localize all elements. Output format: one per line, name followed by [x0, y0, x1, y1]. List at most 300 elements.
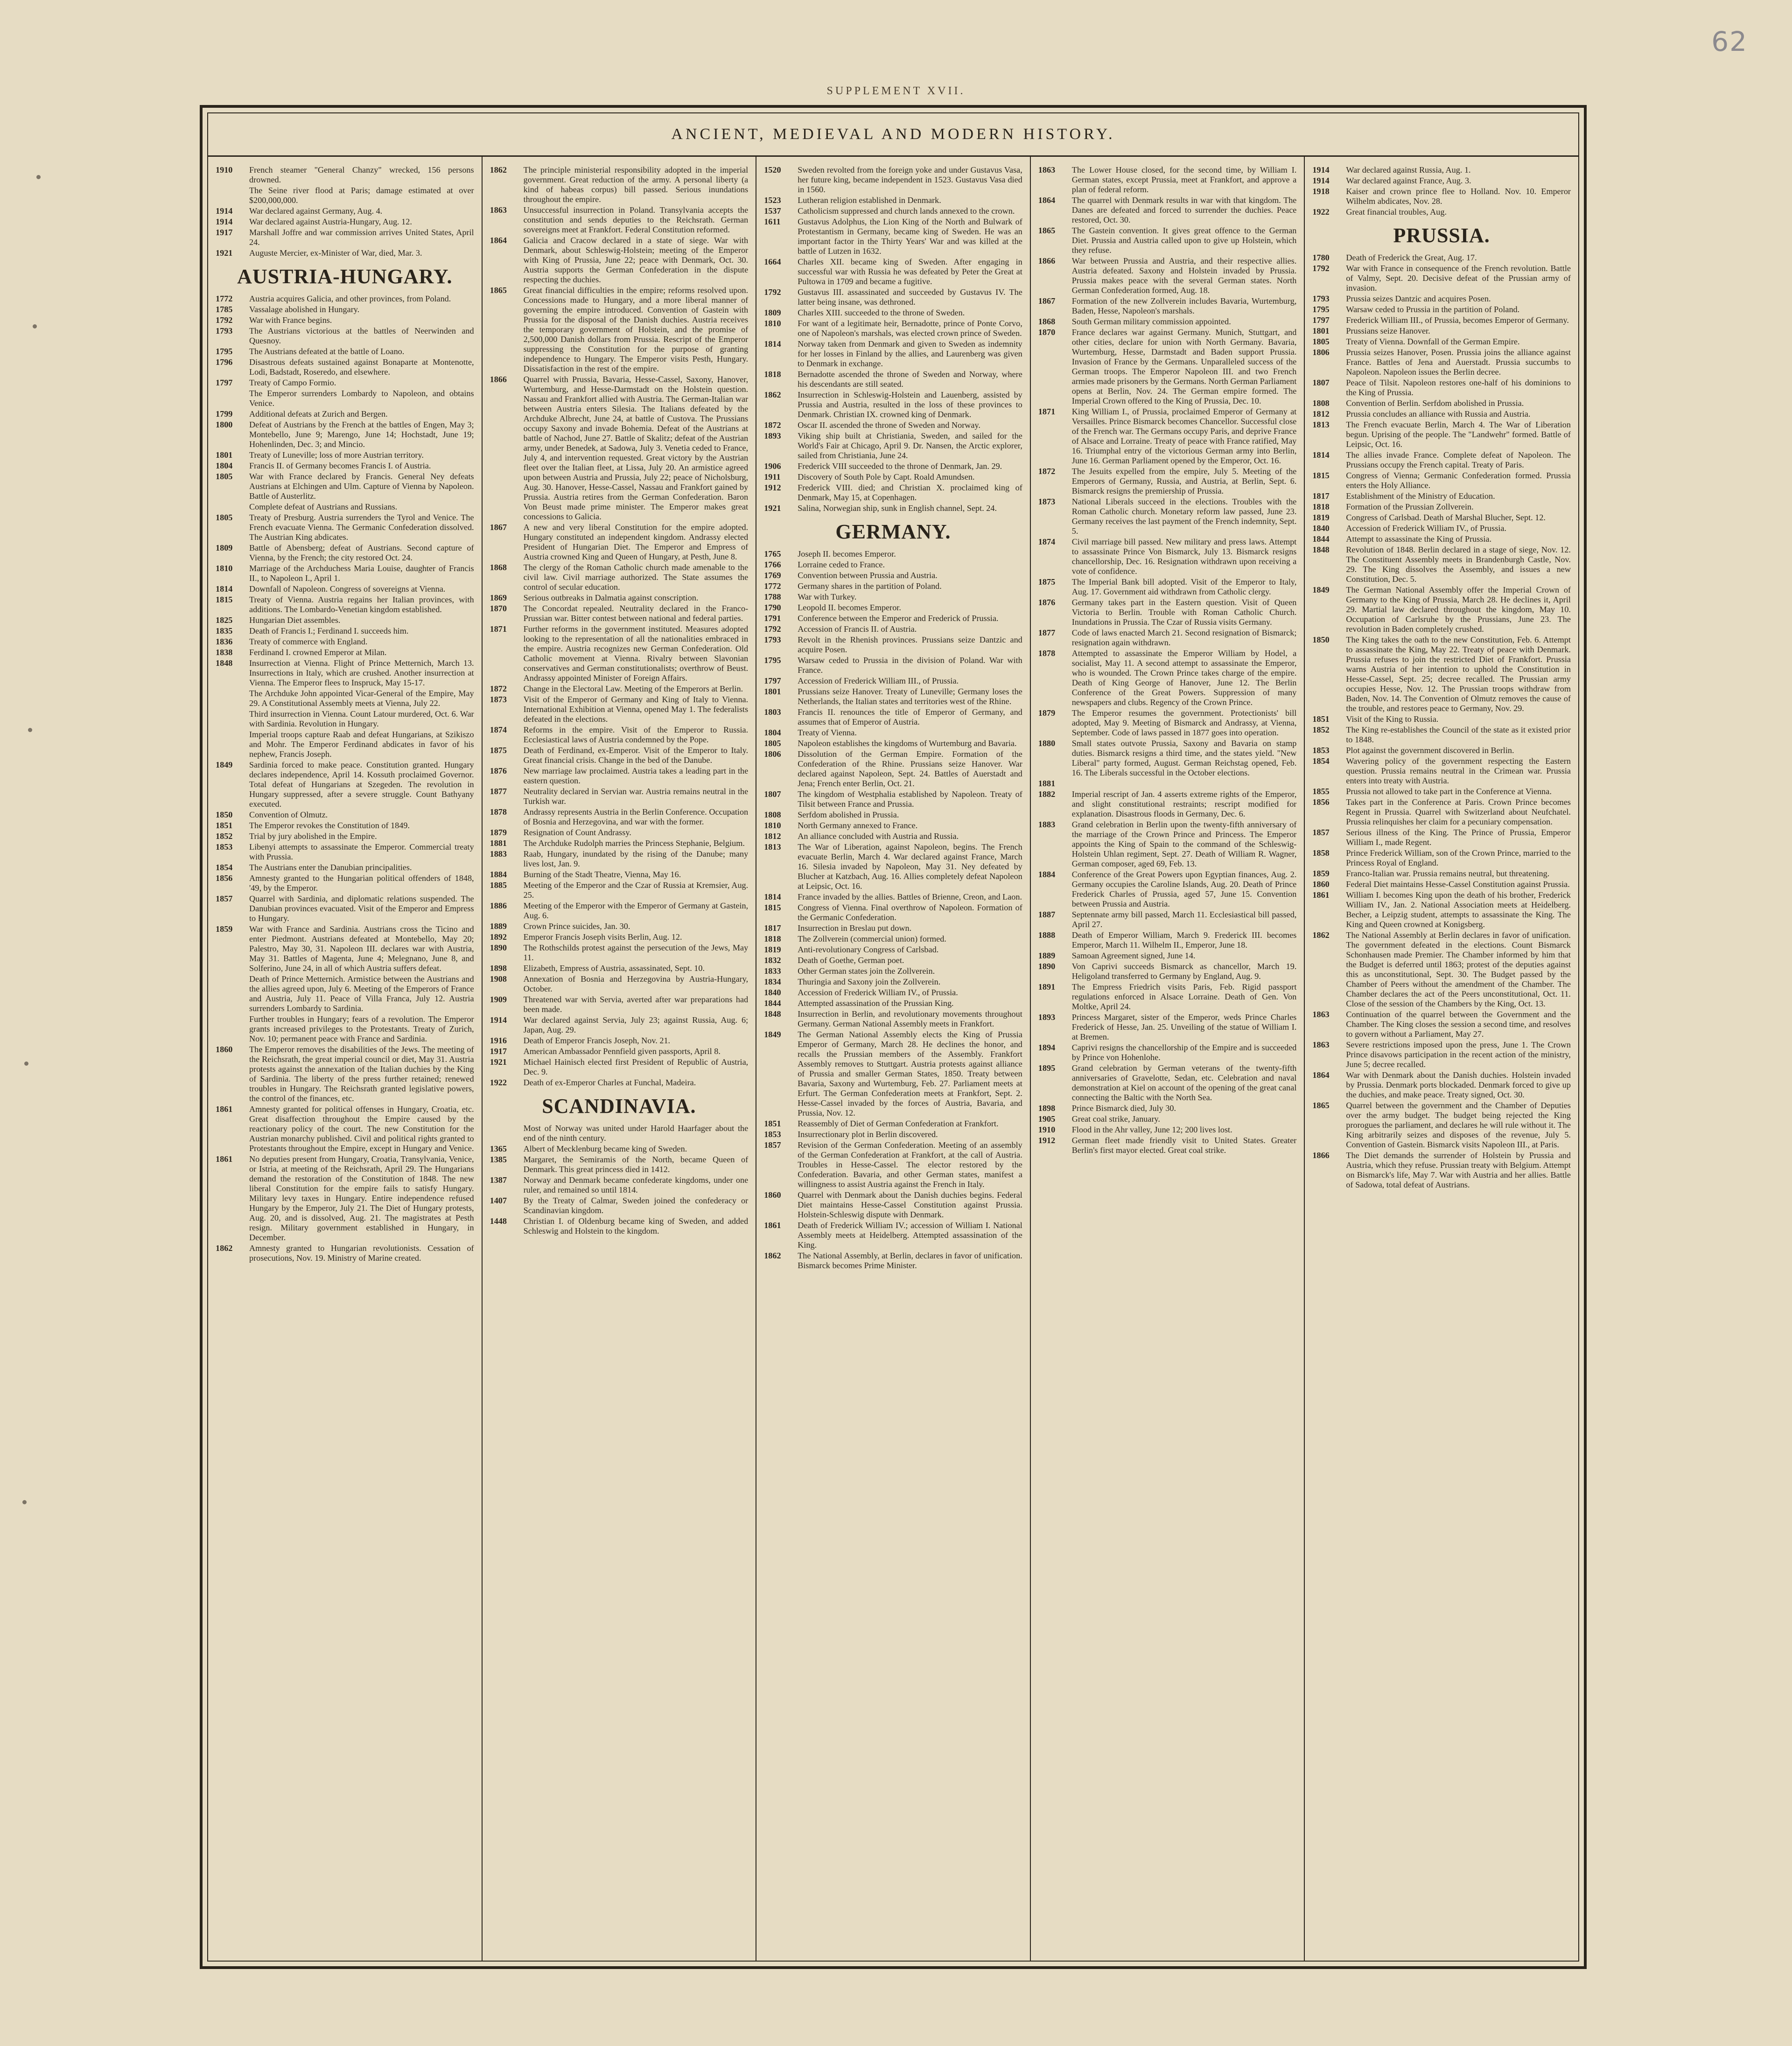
history-entry: [1312, 545, 1571, 584]
entry-text: Disastrous defeats sustained against Bonaparte at Montenotte, Lodi, Badstadt, Roseredo, and elsewhere.: [249, 357, 474, 377]
history-entry: [1312, 491, 1571, 501]
entry-text: The Austrians enter the Danubian principalities.: [249, 863, 412, 872]
entry-year: 1873: [1038, 497, 1056, 506]
entry-year: 1793: [216, 326, 233, 335]
history-entry: [764, 257, 1022, 286]
entry-text: The French evacuate Berlin, March 4. The War of Liberation begun. Uprising of the people. The "Landwehr" formed. Battle of Leipsic, Oct. 16.: [1346, 420, 1571, 449]
history-entry: [764, 1030, 1022, 1118]
entry-text: Meeting of the Emperor and the Czar of Russia at Kremsier, Aug. 25.: [523, 880, 749, 900]
entry-text: Princess Margaret, sister of the Emperor, weds Prince Charles Frederick of Hesse, Jan. 25. Unveiling of the statue of William I. at Bremen.: [1071, 1013, 1297, 1041]
history-entry: [490, 1155, 749, 1174]
entry-text: William I. becomes King upon the death of his brother, Frederick William IV., Jan. 2. National Association meets at Heidelberg. Becher, a Leipzig student, attempts to assassinate the King. The King and Queen crowned at Konigsberg.: [1346, 890, 1571, 929]
history-entry: [216, 543, 474, 563]
history-entry: [1312, 398, 1571, 408]
entry-text: Attempted to assassinate the Emperor William by Hodel, a socialist, May 11. A second attempt to assassinate the Emperor, who is wounded. The Crown Prince takes charge of the empire. Death of King George of Hanover, June 12. The Berlin Conference of the Great Powers. Suppression of many newspapers and clubs. Regency of the Crown Prince.: [1071, 649, 1297, 707]
entry-text: Franco-Italian war. Prussia remains neutral, but threatening.: [1346, 869, 1550, 878]
entry-year: 1848: [216, 658, 233, 668]
entry-text: Francis II. renounces the title of Emperor of Germany, and assumes that of Emperor of Austria.: [798, 707, 1022, 726]
history-entry: [1312, 746, 1571, 755]
entry-text: The Concordat repealed. Neutrality declared in the Franco-Prussian war. Bitter contest between national and federal parties.: [523, 604, 749, 623]
entry-year: 1814: [764, 339, 781, 349]
history-entry: [1038, 296, 1297, 316]
entry-year: 1854: [216, 863, 233, 872]
entry-text: Warsaw ceded to Prussia in the partition of Poland.: [1346, 305, 1520, 314]
history-entry: [216, 1045, 474, 1103]
history-entry: [216, 305, 474, 314]
history-entry: [490, 787, 749, 806]
entry-year: 1809: [216, 543, 233, 552]
entry-year: 1917: [216, 228, 233, 237]
entry-text: Formation of the Prussian Zollverein.: [1346, 502, 1474, 511]
entry-year: 1812: [764, 831, 781, 841]
history-entry: [764, 789, 1022, 809]
entry-text: Bernadotte ascended the throne of Sweden and Norway, where his descendants are still seated.: [798, 370, 1022, 389]
entry-year: 1891: [1038, 982, 1056, 992]
entry-text: Anti-revolutionary Congress of Carlsbad.: [798, 945, 939, 954]
history-entry: [490, 1124, 749, 1143]
entry-text: Takes part in the Conference at Paris. Crown Prince becomes Regent in Prussia. Quarrel with Switzerland about Neufchatel. Prussia relinquishes her claim for a pecuniary compensation.: [1346, 797, 1571, 826]
history-entry: [764, 390, 1022, 419]
history-entry: [764, 656, 1022, 675]
history-entry: [764, 676, 1022, 686]
entry-year: 1914: [1312, 165, 1330, 175]
entry-year: 1833: [764, 966, 781, 976]
history-entry: [764, 707, 1022, 727]
entry-year: 1857: [764, 1140, 781, 1150]
entry-year: 1893: [1038, 1013, 1056, 1022]
entry-year: 1448: [490, 1216, 507, 1226]
history-entry: [1038, 1013, 1297, 1042]
entry-text: War with Turkey.: [798, 592, 857, 601]
entry-year: 1917: [490, 1047, 507, 1056]
entry-text: Revolution of 1848. Berlin declared in a stage of siege, Nov. 12. The Constituent Assembly meets in Brandenburgh Castle, Nov. 29. The King dissolves the Assembly, and issues a new Constitution, Dec. 5.: [1346, 545, 1571, 584]
entry-text: Peace of Tilsit. Napoleon restores one-half of his dominions to the King of Prussia.: [1346, 378, 1571, 397]
entry-year: 1867: [1038, 296, 1056, 306]
entry-text: Death of Emperor William, March 9. Frederick III. becomes Emperor, March 11. Wilhelm II., Emperor, June 18.: [1071, 930, 1297, 950]
history-entry: [490, 974, 749, 994]
entry-text: Leopold II. becomes Emperor.: [798, 603, 901, 612]
entry-text: Prussia concludes an alliance with Russia and Austria.: [1346, 409, 1531, 419]
entry-year: 1818: [1312, 502, 1330, 511]
history-entry: [764, 999, 1022, 1008]
entry-year: 1848: [764, 1009, 781, 1019]
history-entry: [1038, 226, 1297, 255]
entry-year: [216, 709, 249, 729]
entry-year: 1922: [1312, 207, 1330, 216]
entry-year: 1872: [1038, 467, 1056, 476]
entry-year: 1797: [216, 378, 233, 387]
history-entry: [1312, 787, 1571, 796]
entry-text: Septennate army bill passed, March 11. Ecclesiastical bill passed, April 27.: [1071, 910, 1297, 929]
history-entry: [1038, 407, 1297, 466]
history-entry: [490, 964, 749, 973]
entry-text: Crown Prince suicides, Jan. 30.: [523, 922, 630, 931]
entry-text: Joseph II. becomes Emperor.: [798, 549, 896, 559]
entry-text: Treaty of Vienna.: [798, 728, 857, 737]
history-entry: [490, 746, 749, 765]
entry-year: 1849: [764, 1030, 781, 1039]
section-heading: GERMANY.: [835, 520, 951, 543]
history-entry: [216, 217, 474, 227]
history-entry: [764, 945, 1022, 955]
entry-text: Kaiser and crown prince flee to Holland. Nov. 10. Emperor Wilhelm abdicates, Nov. 28.: [1346, 187, 1571, 206]
entry-year: 1905: [1038, 1114, 1056, 1124]
entry-text: Insurrection at Vienna. Flight of Prince Metternich, March 13. Insurrections in Italy, which are crushed. Another insurrection at Vienna. The Emperor flees to Inspruck, May 15-17.: [249, 658, 474, 687]
entry-year: 1912: [1038, 1136, 1056, 1145]
history-entry: [490, 995, 749, 1014]
entry-year: 1886: [490, 901, 507, 910]
history-entry: [1038, 467, 1297, 496]
entry-year: 1882: [1038, 789, 1056, 799]
entry-text: The Jesuits expelled from the empire, July 5. Meeting of the Emperors of Germany, Russia, and Austria, at Berlin, Sept. 6. Bismarck resigns the premiership of Prussia.: [1071, 467, 1297, 496]
entry-text: Reforms in the empire. Visit of the Emperor to Russia. Ecclesiastical laws of Austria condemned by the Pope.: [523, 725, 749, 744]
entry-year: 1805: [216, 513, 233, 522]
entry-year: 1805: [764, 739, 781, 748]
entry-text: Prince Frederick William, son of the Crown Prince, married to the Princess Royal of England.: [1346, 848, 1571, 867]
entry-year: 1874: [490, 725, 507, 734]
entry-text: Amnesty granted to the Hungarian political offenders of 1848, '49, by the Emperor.: [249, 873, 474, 893]
history-entry: [490, 1015, 749, 1035]
entry-year: 1834: [764, 977, 781, 986]
history-entry: [490, 1144, 749, 1154]
entry-year: 1879: [1038, 708, 1056, 718]
entry-year: 1883: [1038, 820, 1056, 829]
entry-text: Treaty of Campo Formio.: [249, 378, 336, 387]
entry-text: Revision of the German Confederation. Meeting of an assembly of the German Confederation at Frankfort, at the call of Austria. Troubles in Hesse-Cassel. The elector restored by the Confederation. Bavaria, and other German states, manifest a willingness to assist Austria against the French in Italy.: [798, 1140, 1022, 1189]
section-heading: PRUSSIA.: [1393, 224, 1490, 247]
entry-text: The Emperor resumes the government. Protectionists' bill adopted, May 9. Meeting of Bismarck and Andrassy, at Vienna, September. Code of laws passed in 1877 goes into operation.: [1071, 708, 1297, 737]
entry-year: 1914: [216, 206, 233, 216]
entry-text: War between Prussia and Austria, and their respective allies. Austria defeated. Saxony and Holstein invaded by Prussia. Prussia makes peace with the several German states. North German Confederation formed, Aug. 18.: [1071, 256, 1297, 295]
entry-year: 1848: [1312, 545, 1330, 554]
entry-year: 1898: [1038, 1103, 1056, 1113]
history-entry: [1312, 513, 1571, 523]
entry-text: North Germany annexed to France.: [798, 821, 918, 830]
history-entry: [764, 1130, 1022, 1139]
history-entry: [764, 923, 1022, 933]
entry-year: 1921: [216, 248, 233, 258]
history-entry: [216, 347, 474, 356]
entry-text: Austria acquires Galicia, and other provinces, from Poland.: [249, 294, 451, 303]
entry-year: 1880: [1038, 739, 1056, 748]
history-entry: [216, 513, 474, 542]
entry-text: Prince Bismarck died, July 30.: [1071, 1103, 1176, 1113]
history-entry: [490, 943, 749, 963]
entry-year: 1888: [1038, 930, 1056, 940]
entry-text: The War of Liberation, against Napoleon, begins. The French evacuate Berlin, March 4. War declared against France, March 16. Silesia invaded by Napoleon, May 31. Ney defeated by Blucher at Katzbach, Aug. 16. Allies completely defeat Napoleon at Leipsic, Oct. 16.: [798, 842, 1022, 891]
entry-year: 1887: [1038, 910, 1056, 919]
entry-text: Salina, Norwegian ship, sunk in English channel, Sept. 24.: [798, 503, 997, 513]
entry-year: 1865: [1038, 226, 1056, 235]
entry-year: 1804: [216, 461, 233, 470]
entry-year: 1863: [490, 205, 507, 215]
entry-text: Emperor Francis Joseph visits Berlin, Aug. 12.: [523, 932, 682, 942]
history-entry: [1312, 165, 1571, 175]
entry-year: 1772: [216, 294, 233, 303]
entry-year: [216, 974, 249, 1013]
history-entry: [490, 624, 749, 683]
history-entry: [764, 821, 1022, 831]
entry-year: 1865: [490, 286, 507, 295]
history-entry: [764, 1009, 1022, 1029]
entry-year: 1810: [764, 319, 781, 328]
entry-year: 1851: [216, 821, 233, 830]
entry-text: Civil marriage bill passed. New military and press laws. Attempt to assassinate Prince Von Bismarck, July 13. Bismarck resigns chancellorship, Dec. 16. Resignation withdrawn upon receiving a vote of confidence.: [1071, 537, 1297, 576]
page-title: ANCIENT, MEDIEVAL AND MODERN HISTORY.: [671, 126, 1115, 143]
entry-year: 1885: [490, 880, 507, 890]
history-entry: [216, 206, 474, 216]
entry-text: Andrassy represents Austria in the Berlin Conference. Occupation of Bosnia and Herzegovina, and war with the former.: [523, 807, 749, 826]
entry-year: 1791: [764, 614, 781, 623]
history-entry: [1038, 1043, 1297, 1062]
entry-year: 1835: [216, 626, 233, 635]
entry-text: Congress of Carlsbad. Death of Marshal Blucher, Sept. 12.: [1346, 513, 1546, 522]
history-entry: [1312, 471, 1571, 490]
history-entry: [216, 389, 474, 408]
entry-year: 1878: [490, 807, 507, 817]
history-entry: [1312, 502, 1571, 512]
entry-text: Quarrel with Prussia, Bavaria, Hesse-Cassel, Saxony, Hanover, Wurtemburg, and Hesse-Darmstadt on the Holstein question. Nassau and Frankfort allied with Austria. The German-Italian war between Austria enters Silesia. The Italians defeated by the Archduke Albrecht, June 24, at battle of Custova. The Prussians occupy Saxony and invade Bohemia. Defeat of the Austrians at battle of Nachod, June 27. Battle of Skalitz; defeat of the Austrian army, under Benedek, at Sadowa, July 3. Venetia ceded to France, July 4, and intervention requested. Great victory by the Austrian fleet over the Italian fleet, at Lissa, July 20. An armistice agreed upon between Austria and Prussia, July 22; peace of Nicholsburg, Aug. 30. Hanover, Hesse-Cassel, Nassau and Frankfort gained by Prussia. Austria retires from the German Confederation. Baron Von Beust made prime minister. The Emperor makes great concessions to Galicia.: [523, 375, 749, 521]
entry-year: [216, 389, 249, 408]
entry-text: Death of Frederick William IV.; accession of William I. National Assembly meets at Heidelberg. Attempted assassination of the King.: [798, 1221, 1022, 1250]
entry-text: Viking ship built at Christiania, Sweden, and sailed for the World's Fair at Chicago, April 9. Dr. Nansen, the Arctic explorer, sailed from Christiania, June 24.: [798, 431, 1022, 460]
entry-text: Gustavus Adolphus, the Lion King of the North and Bulwark of Protestantism in Germany, became king of Sweden. He was an important factor in the Thirty Years' War and was killed at the battle of Lutzen in 1632.: [798, 217, 1022, 256]
history-entry: [1312, 1010, 1571, 1039]
history-entry: [1038, 537, 1297, 576]
entry-year: 1853: [1312, 746, 1330, 755]
entry-text: Complete defeat of Austrians and Russians.: [249, 502, 398, 511]
entry-text: Frederick VIII succeeded to the throne of Denmark, Jan. 29.: [798, 461, 1002, 471]
history-entry: [1312, 187, 1571, 206]
history-entry: [764, 431, 1022, 461]
history-entry: [1038, 497, 1297, 536]
entry-text: The Emperor surrenders Lombardy to Napoleon, and obtains Venice.: [249, 389, 474, 408]
entry-year: 1520: [764, 165, 781, 175]
entry-year: 1818: [764, 934, 781, 943]
entry-year: 1840: [764, 988, 781, 997]
entry-year: 1801: [216, 450, 233, 460]
history-entry: [490, 901, 749, 921]
history-entry: [1038, 1063, 1297, 1103]
history-entry: [216, 648, 474, 657]
entry-text: Treaty of Vienna. Downfall of the German Empire.: [1346, 337, 1520, 346]
entry-text: Visit of the Emperor of Germany and King of Italy to Vienna. International Exhibition at Vienna, opened May 1. The federalists defeated in the elections.: [523, 695, 749, 724]
entry-year: 1365: [490, 1144, 507, 1153]
history-entry: [216, 228, 474, 247]
entry-year: 1817: [1312, 491, 1330, 501]
history-entry: [764, 749, 1022, 789]
history-entry: [216, 584, 474, 594]
history-entry: [764, 988, 1022, 998]
entry-text: Libenyi attempts to assassinate the Emperor. Commercial treaty with Prussia.: [249, 842, 474, 861]
entry-year: 1772: [764, 581, 781, 591]
history-entry: [490, 523, 749, 562]
history-column: [1030, 157, 1304, 1961]
entry-year: 1853: [216, 842, 233, 852]
entry-text: Death of Ferdinand, ex-Emperor. Visit of the Emperor to Italy. Great financial crisis. Change in the bed of the Danube.: [523, 746, 749, 765]
history-entry: [764, 892, 1022, 902]
entry-year: 1780: [1312, 253, 1330, 262]
supplement-header: SUPPLEMENT XVII.: [826, 85, 966, 97]
entry-year: 1800: [216, 420, 233, 429]
history-entry: [1038, 870, 1297, 909]
entry-year: 1792: [1312, 264, 1330, 273]
entry-text: Change in the Electoral Law. Meeting of the Emperors at Berlin.: [523, 684, 743, 693]
history-entry: [1312, 890, 1571, 929]
entry-year: 1884: [1038, 870, 1056, 879]
entry-year: 1814: [764, 892, 781, 901]
entry-text: Conference between the Emperor and Frederick of Prussia.: [798, 614, 999, 623]
entry-text: The quarrel with Denmark results in war with that kingdom. The Danes are defeated and forced to surrender the duchies. Peace restored, Oct. 30.: [1071, 196, 1297, 224]
entry-text: Conference of the Great Powers upon Egyptian finances, Aug. 2. Germany occupies the Caroline Islands, Aug. 20. Death of Prince Frederick Charles of Prussia, aged 57, June 15. Convention between Prussia and Austria.: [1071, 870, 1297, 908]
entry-text: The Seine river flood at Paris; damage estimated at over $200,000,000.: [249, 186, 474, 205]
entry-text: The National Assembly at Berlin declares in favor of unification. The government defeated in the elections. Count Bismarck Schonhausen made Premier. The Chamber informed by him that the Budget is deferred until 1863; protest of the deputies against this as unconstitutional, Sept. 30. The Budget passed by the Chamber of Peers without the amendment of the Chamber. The Chamber declares the act of the Peers unconstitutional, Oct. 11. Close of the session of the Chambers by the King, Oct. 13.: [1346, 930, 1571, 1008]
entry-text: Meeting of the Emperor with the Emperor of Germany at Gastein, Aug. 6.: [523, 901, 749, 920]
entry-text: The German National Assembly offer the Imperial Crown of Germany to the King of Prussia, March 28. He declines it, April 29. Martial law declared throughout the kingdom, May 10. Occupation of Carlsruhe by the Prussians, June 23. The revolution in Baden completely crushed.: [1346, 585, 1571, 634]
entry-text: Elizabeth, Empress of Austria, assassinated, Sept. 10.: [523, 964, 705, 973]
entry-text: Visit of the King to Russia.: [1346, 714, 1439, 724]
history-entry: [216, 760, 474, 809]
entry-year: 1922: [490, 1078, 507, 1087]
history-column: [1304, 157, 1578, 1961]
entry-year: 1893: [764, 431, 781, 440]
entry-text: The Austrians victorious at the battles of Neerwinden and Quesnoy.: [249, 326, 474, 345]
history-entry: [1038, 820, 1297, 869]
entry-text: Vassalage abolished in Hungary.: [249, 305, 360, 314]
history-entry: [1312, 524, 1571, 533]
entry-year: 1890: [1038, 962, 1056, 971]
entry-year: 1817: [764, 923, 781, 933]
entry-text: By the Treaty of Calmar, Sweden joined the confederacy or Scandinavian kingdom.: [523, 1196, 749, 1215]
entry-text: Annexation of Bosnia and Herzegovina by Austria-Hungary, October.: [523, 974, 749, 993]
entry-year: 1792: [764, 287, 781, 297]
entry-text: Prussians seize Hanover. Treaty of Luneville; Germany loses the Netherlands, the Italian states and territories west of the Rhine.: [798, 687, 1022, 706]
entry-year: 1810: [216, 564, 233, 573]
entry-year: 1872: [490, 684, 507, 693]
history-entry: [1312, 585, 1571, 634]
entry-year: 1852: [216, 831, 233, 841]
history-entry: [216, 810, 474, 820]
history-entry: [1312, 326, 1571, 336]
entry-text: Treaty of Presburg. Austria surrenders the Tyrol and Venice. The French evacuate Vienna. The Germanic Confederation dissolved. The Austrian King abdicates.: [249, 513, 474, 542]
history-entry: [216, 831, 474, 841]
entry-year: 1883: [490, 849, 507, 859]
binding-dot: [33, 324, 37, 328]
history-entry: [764, 549, 1022, 559]
entry-year: 1862: [490, 165, 507, 175]
entry-year: 1818: [764, 370, 781, 379]
entry-text: Serious illness of the King. The Prince of Prussia, Emperor William I., made Regent.: [1346, 828, 1571, 847]
page-number: 62: [1711, 26, 1748, 57]
entry-year: 1804: [764, 728, 781, 737]
history-entry: [764, 461, 1022, 471]
entry-text: Caprivi resigns the chancellorship of the Empire and is succeeded by Prince von Hohenlohe.: [1071, 1043, 1297, 1062]
entry-text: Resignation of Count Andrassy.: [523, 828, 631, 837]
entry-text: Dissolution of the German Empire. Formation of the Confederation of the Rhine. Prussians seize Hanover. War declared against Napoleon, Sept. 24. Battles of Auerstadt and Jena; French enter Berlin, Oct. 21.: [798, 749, 1022, 788]
entry-text: Insurrection in Breslau put down.: [798, 923, 912, 933]
entry-year: 1921: [764, 503, 781, 513]
entry-text: Amnesty granted to Hungarian revolutionists. Cessation of prosecutions, Nov. 19. Ministry of Marine created.: [249, 1243, 474, 1263]
entry-year: 1803: [764, 707, 781, 717]
history-entry: [216, 894, 474, 923]
history-entry: [216, 615, 474, 625]
history-entry: [216, 658, 474, 688]
entry-year: 1911: [764, 472, 781, 482]
entry-text: Margaret, the Semiramis of the North, became Queen of Denmark. This great princess died in 1412.: [523, 1155, 749, 1174]
entry-year: 1808: [1312, 398, 1330, 408]
entry-text: National Liberals succeed in the elections. Troubles with the Roman Catholic church. Monetary reform law passed, June 23. Germany receives the last payment of the French indemnity, Sept. 5.: [1071, 497, 1297, 536]
entry-year: 1808: [764, 810, 781, 819]
entry-text: Hungarian Diet assembles.: [249, 615, 341, 625]
history-entry: [1312, 714, 1571, 724]
entry-text: Other German states join the Zollverein.: [798, 966, 935, 976]
history-entry: [764, 1119, 1022, 1129]
entry-year: 1765: [764, 549, 781, 559]
history-entry: [490, 880, 749, 900]
entry-text: Serious outbreaks in Dalmatia against conscription.: [523, 593, 699, 602]
entry-year: [490, 1124, 524, 1143]
history-entry: [1312, 869, 1571, 879]
history-column: [756, 157, 1030, 1961]
entry-text: Revolt in the Rhenish provinces. Prussians seize Dantzic and acquire Posen.: [798, 635, 1022, 654]
history-entry: [764, 1190, 1022, 1220]
entry-text: Raab, Hungary, inundated by the rising of the Danube; many lives lost, Jan. 9.: [523, 849, 749, 868]
history-entry: [764, 966, 1022, 976]
entry-text: Great coal strike, January.: [1071, 1114, 1160, 1124]
history-entry: [764, 196, 1022, 205]
history-entry: [1312, 315, 1571, 325]
binding-dot: [22, 1500, 27, 1504]
entry-year: 1871: [1038, 407, 1056, 416]
entry-text: Insurrection in Schleswig-Holstein and Lauenberg, assisted by Prussia and Austria, resulted in the loss of these provinces to Denmark. Christian IX. crowned king of Denmark.: [798, 390, 1022, 419]
entry-text: War declared against Servia, July 23; against Russia, Aug. 6; Japan, Aug. 29.: [523, 1015, 749, 1034]
history-entry: [1038, 789, 1297, 819]
entry-text: New marriage law proclaimed. Austria takes a leading part in the eastern question.: [523, 766, 749, 785]
entry-text: War declared against France, Aug. 3.: [1346, 176, 1471, 185]
entry-year: 1875: [490, 746, 507, 755]
entry-text: Frederick William III., of Prussia, becomes Emperor of Germany.: [1346, 315, 1569, 325]
history-entry: [216, 842, 474, 862]
history-entry: [1312, 635, 1571, 713]
history-entry: [216, 1154, 474, 1243]
entry-year: 1864: [490, 236, 507, 245]
entry-year: 1874: [1038, 537, 1056, 546]
history-column: [482, 157, 756, 1961]
entry-year: 1857: [216, 894, 233, 903]
entry-year: 1853: [764, 1130, 781, 1139]
entry-year: 1801: [764, 687, 781, 696]
entry-year: 1840: [1312, 524, 1330, 533]
entry-year: 1918: [1312, 187, 1330, 196]
entry-text: Battle of Abensberg; defeat of Austrians. Second capture of Vienna, by the French; the city restored Oct. 24.: [249, 543, 474, 562]
history-entry: [1038, 649, 1297, 707]
entry-text: Death of ex-Emperor Charles at Funchal, Madeira.: [523, 1078, 696, 1087]
entry-year: 1858: [1312, 848, 1330, 858]
entry-year: 1856: [1312, 797, 1330, 807]
history-entry: [764, 339, 1022, 369]
entry-year: 1876: [490, 766, 507, 775]
entry-text: Small states outvote Prussia, Saxony and Bavaria on stamp duties. Bismarck resigns a third time, and the states yield. "New Liberal" party formed, August. German Reichstag opened, Feb. 16. The Liberals successful in the October elections.: [1071, 739, 1297, 777]
entry-year: 1852: [1312, 725, 1330, 734]
history-entry: [1312, 264, 1571, 293]
entry-text: Further troubles in Hungary; fears of a revolution. The Emperor grants increased privileges to the Protestants. Treaty of Zurich, Nov. 10; permanent peace with France and Sardinia.: [249, 1014, 474, 1043]
entry-year: 1815: [764, 903, 781, 912]
history-entry: [216, 409, 474, 419]
entry-year: 1884: [490, 870, 507, 879]
entry-year: 1906: [764, 461, 781, 471]
history-entry: [1312, 409, 1571, 419]
entry-text: Death of Emperor Francis Joseph, Nov. 21.: [523, 1036, 671, 1045]
